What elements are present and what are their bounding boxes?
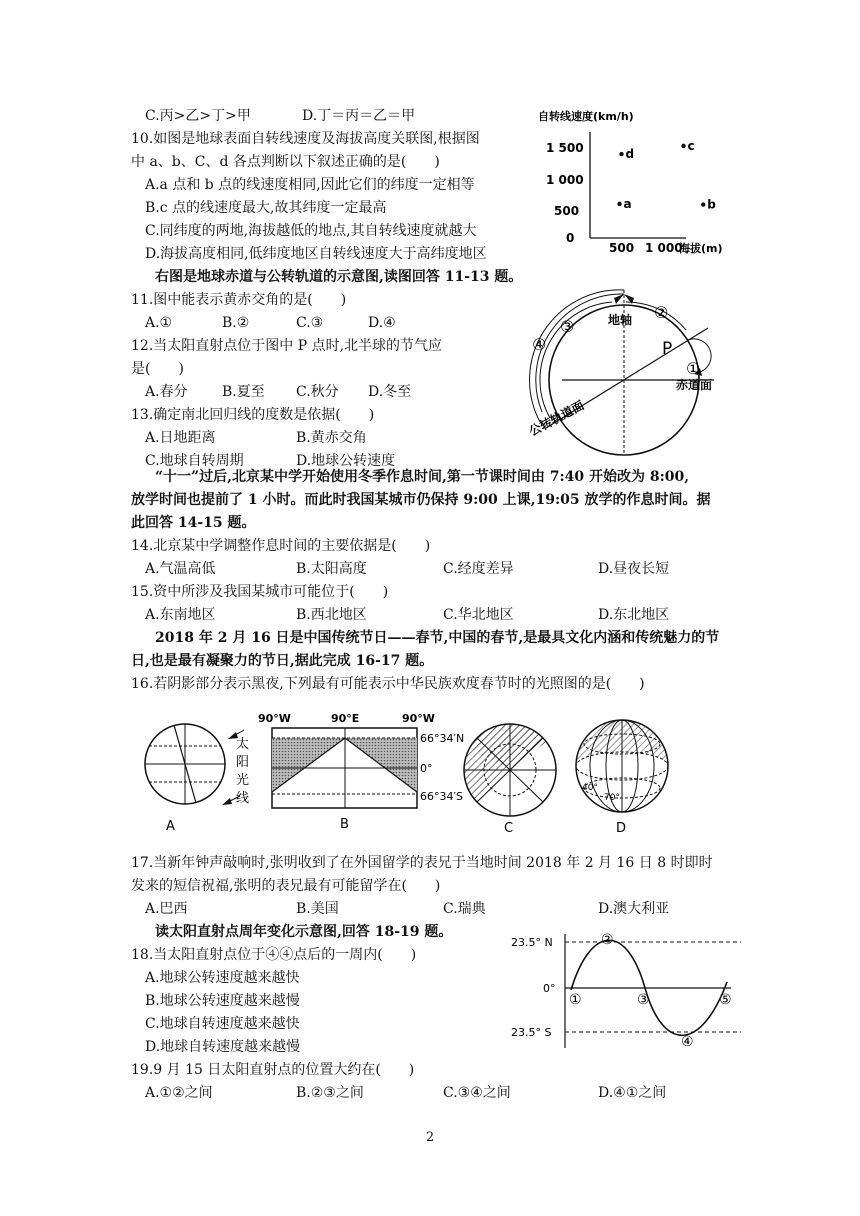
q18-option-c: C.地球自转速度越来越快 [145, 1016, 300, 1032]
label-2: ② [654, 303, 669, 322]
label-3: ③ [560, 317, 575, 336]
figure-a [145, 724, 249, 834]
q11-option-c: C.③ [296, 315, 324, 331]
d-angle-40: 40° [582, 783, 598, 793]
q19-option-c: C.③④之间 [443, 1085, 511, 1101]
q13-option-b: B.黄赤交角 [296, 430, 367, 446]
point-1: ① [569, 992, 582, 1008]
q18-option-a: A.地球公转速度越来越快 [145, 970, 300, 986]
q10-option-d: D.海拔高度相同,低纬度地区自转线速度大于高纬度地区 [145, 246, 487, 262]
scatter-xtick: 1 000 [645, 241, 683, 255]
scatter-ytick: 0 [566, 231, 575, 245]
d-angle-70: 70° [604, 793, 620, 803]
option-d: D.丁＝丙＝乙＝甲 [302, 108, 416, 124]
arrow-head [614, 294, 624, 304]
label-1: ① [686, 359, 701, 378]
lat-zero: 0° [543, 982, 556, 995]
q14-option-d: D.昼夜长短 [598, 561, 670, 577]
scatter-point-c [681, 144, 685, 148]
q19-stem: 19.9 月 15 日太阳直射点的位置大约在( ) [131, 1062, 415, 1078]
label-orbit: 公转轨道面 [526, 398, 587, 439]
q14-stem: 14.北京某中学调整作息时间的主要依据是( ) [131, 538, 431, 554]
q17-option-c: C.瑞典 [443, 901, 486, 917]
sun-char-1: 太 [236, 737, 250, 752]
q16-stem: 16.若阴影部分表示黑夜,下列最有可能表示中华民族欢度春节时的光照图的是( ) [131, 676, 645, 692]
q10-stem-line1: 10.如图是地球表面自转线速度及海拔高度关联图,根据图 [131, 131, 480, 147]
scatter-ytick: 1 000 [546, 173, 584, 187]
q17-option-d: D.澳大利亚 [598, 901, 670, 917]
label-p: P [662, 339, 673, 359]
point-5: ⑤ [719, 992, 732, 1008]
illumination-figures [140, 708, 680, 838]
q18-option-b: B.地球公转速度越来越慢 [145, 993, 300, 1009]
figure-d [576, 720, 668, 836]
sun-char-3: 光 [236, 773, 250, 788]
sun-char-2: 阳 [236, 755, 250, 770]
q14-option-c: C.经度差异 [443, 561, 514, 577]
intro-16-17-line2: 日,也是最有凝聚力的节日,据此完成 16-17 题。 [131, 653, 434, 669]
option-c: C.丙>乙>丁>甲 [145, 108, 251, 124]
scatter-ylabel: 自转线速度(km/h) [538, 110, 634, 123]
q13-stem: 13.确定南北回归线的度数是依据( ) [131, 407, 375, 423]
scatter-point-label: b [707, 197, 716, 212]
q14-option-a: A.气温高低 [145, 561, 216, 577]
scatter-point-label: a [623, 196, 632, 211]
figure-b [258, 712, 464, 832]
point-2: ② [601, 932, 614, 948]
lat-0: 0° [420, 762, 433, 775]
figure-c [464, 724, 556, 836]
q11-stem: 11.图中能表示黄赤交角的是( ) [131, 292, 347, 308]
q17-option-a: A.巴西 [145, 901, 188, 917]
point-3: ③ [637, 992, 650, 1008]
q12-option-c: C.秋分 [296, 384, 339, 400]
q12-option-d: D.冬至 [368, 384, 412, 400]
intro-14-15-line2: 放学时间也提前了 1 小时。而此时我国某城市仍保持 9:00 上课,19:05 放学的作息时间。据 [131, 492, 711, 508]
intro-14-15-line1: “十一”过后,北京某中学开始使用冬季作息时间,第一节课时间由 7:40 开始改为 8:00, [155, 469, 690, 485]
sun-char-4: 线 [236, 791, 250, 806]
figure-a-label: A [166, 819, 175, 834]
q19-option-d: D.④①之间 [598, 1085, 667, 1101]
intro-14-15-line3: 此回答 14-15 题。 [131, 515, 256, 531]
scatter-point-b [701, 202, 705, 206]
lat-66n: 66°34′N [420, 732, 465, 745]
q13-option-d: D.地球公转速度 [296, 453, 396, 469]
lat-235s: 23.5° S [511, 1026, 552, 1039]
scatter-xtick: 500 [609, 241, 635, 255]
q12-option-b: B.夏至 [222, 384, 265, 400]
lat-235n: 23.5° N [511, 936, 553, 949]
q15-option-b: B.西北地区 [296, 607, 367, 623]
q14-option-b: B.太阳高度 [296, 561, 367, 577]
q17-stem-line2: 发来的短信祝福,张明的表兄最有可能留学在( ) [131, 878, 441, 894]
scatter-point-label: c [687, 138, 695, 153]
q10-option-b: B.c 点的线速度最大,故其纬度一定最高 [145, 200, 387, 216]
lon-90e: 90°E [331, 712, 360, 725]
q12-stem-line1: 12.当太阳直射点位于图中 P 点时,北半球的节气应 [131, 338, 443, 354]
q17-option-b: B.美国 [296, 901, 339, 917]
subsolar-point-annual-diagram [505, 928, 745, 1052]
q15-stem: 15.资中所涉及我国某城市可能位于( ) [131, 584, 389, 600]
figure-d-label: D [616, 821, 627, 836]
scatter-ytick: 500 [554, 204, 580, 218]
lat-66s: 66°34′S [420, 790, 463, 803]
q10-stem-line2: 中 a、b、C、d 各点判断以下叙述正确的是( ) [131, 154, 440, 170]
page-number: 2 [425, 1130, 435, 1145]
q19-option-b: B.②③之间 [296, 1085, 364, 1101]
scatter-points [617, 139, 716, 212]
label-equator: 赤道面 [676, 378, 713, 392]
lon-90w-left: 90°W [258, 712, 291, 725]
equator-orbit-diagram [526, 288, 726, 456]
intro-18-19: 读太阳直射点周年变化示意图,回答 18-19 题。 [155, 924, 453, 940]
q12-stem-line2: 是( ) [131, 361, 184, 377]
q13-option-a: A.日地距离 [145, 430, 216, 446]
scatter-point-a [617, 202, 621, 206]
q15-option-a: A.东南地区 [145, 607, 216, 623]
label-axis: 地轴 [608, 313, 633, 327]
point-4: ④ [681, 1034, 694, 1050]
lon-90w-right: 90°W [402, 712, 435, 725]
q15-option-d: D.东北地区 [598, 607, 670, 623]
scatter-point-label: d [625, 147, 635, 162]
label-4: ④ [532, 335, 547, 354]
q15-option-c: C.华北地区 [443, 607, 514, 623]
q11-option-d: D.④ [368, 315, 396, 331]
q11-option-a: A.① [145, 315, 173, 331]
q13-option-c: C.地球自转周期 [145, 453, 244, 469]
q18-stem: 18.当太阳直射点位于④④点后的一周内( ) [131, 947, 417, 963]
scatter-xlabel: 海拔(m) [679, 242, 723, 255]
q17-stem-line1: 17.当新年钟声敲响时,张明收到了在外国留学的表兄于当地时间 2018 年 2 月 16 日 8 时即时 [131, 855, 713, 871]
intro-11-13: 右图是地球赤道与公转轨道的示意图,读图回答 11-13 题。 [155, 269, 523, 285]
figure-c-label: C [504, 821, 514, 836]
scatter-point-d [619, 152, 623, 156]
q12-option-a: A.春分 [145, 384, 188, 400]
q19-option-a: A.①②之间 [145, 1085, 213, 1101]
q18-option-d: D.地球自转速度越来越慢 [145, 1039, 301, 1055]
rotation-speed-scatter-chart [536, 104, 726, 264]
q10-option-a: A.a 点和 b 点的线速度相同,因此它们的纬度一定相等 [145, 177, 475, 193]
figure-b-label: B [340, 817, 349, 832]
scatter-ytick: 1 500 [546, 141, 584, 155]
intro-16-17-line1: 2018 年 2 月 16 日是中国传统节日——春节,中国的春节,是最具文化内涵和传统魅力的节 [155, 630, 720, 646]
q10-option-c: C.同纬度的两地,海拔越低的地点,其自转线速度就越大 [145, 223, 477, 239]
q11-option-b: B.② [222, 315, 250, 331]
